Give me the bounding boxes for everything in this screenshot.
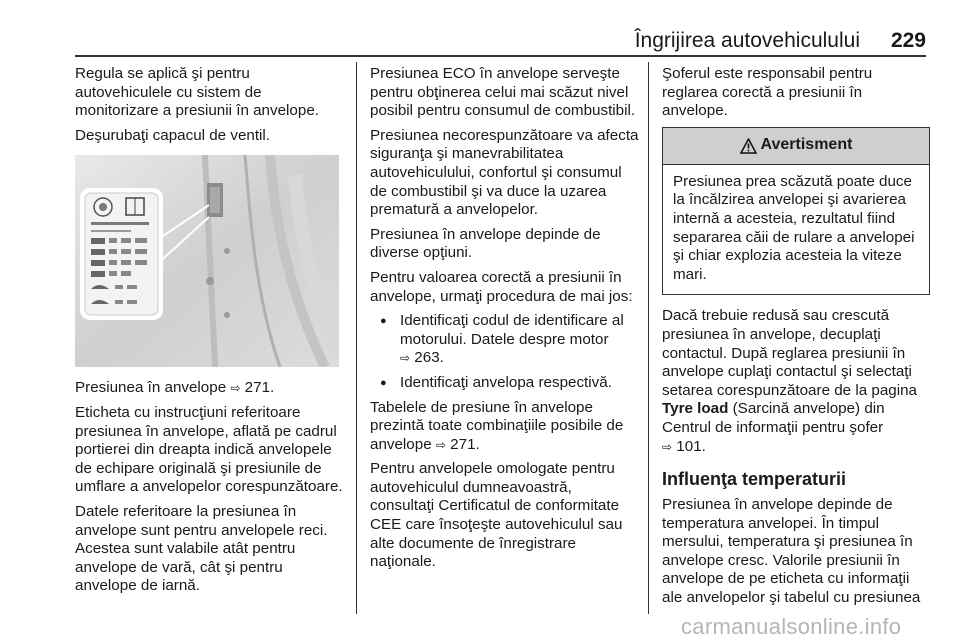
bullet-icon: ● (380, 315, 387, 328)
watermark: carmanualsonline.info (681, 614, 902, 639)
column-divider-1 (356, 62, 357, 614)
page-reference[interactable]: 271. (450, 435, 480, 453)
paragraph-text: Dacă trebuie redusă sau crescută presiunea în anvelope, decuplaţi contactul. După reglarea presiunii în anvelope cuplaţi contactul şi selectaţi setarea corespunzătoare de la pagina (662, 307, 917, 399)
column-3 (662, 65, 930, 614)
paragraph-text: Presiunea în anvelope (75, 379, 231, 397)
paragraph-text: (Sarcină anvelope) din Centrul de informaţii pentru şofer (662, 400, 885, 436)
paragraph: Deşurubaţi capacul de ventil. (75, 126, 271, 144)
paragraph (370, 399, 640, 455)
list-item-text: Identificaţi anvelopa respectivă. (400, 373, 612, 391)
header-rule (75, 55, 926, 57)
paragraph-text: Tabelele de presiune în anvelope prezintă toate combinaţiile posibile de anvelope (370, 398, 624, 453)
warning-triangle-icon (740, 138, 757, 154)
list-item (370, 374, 640, 393)
warning-body: Presiunea prea scăzută poate duce la încălzirea anvelopei şi avarierea internă a acesteia, rezultatul fiind separarea căii de rulare a anvelopei şi chiar explozia acesteia la viteze mari. (673, 172, 915, 283)
paragraph: Presiunea necorespunzătoare va afecta siguranţa şi manevrabilitatea autovehiculului, confortul şi consumul de combustibil şi va duce la uzarea prematură a anvelopelor. (370, 126, 639, 219)
paragraph: Presiunea în anvelope depinde de temperatura anvelopei. În timpul mersului, temperatura şi presiunea în anvelope cresc. Valorile presiunii în anvelope de pe eticheta cu informaţii ale anvelopelor şi tabelul cu presiunea (662, 496, 921, 607)
section-heading: Influenţa temperaturii (662, 469, 847, 490)
page-reference[interactable]: 263. (414, 349, 444, 367)
paragraph (662, 307, 930, 456)
list-item (370, 312, 640, 368)
list-item-text: Identificaţi codul de identificare al motorului. Datele despre motor (400, 312, 624, 348)
warning-title: Avertisment (760, 136, 853, 154)
page-number: 229 (890, 29, 926, 52)
paragraph: Presiunea în anvelope depinde de diverse opţiuni. (370, 225, 601, 262)
column-divider-2 (648, 62, 649, 614)
menu-page-name: Tyre load (662, 400, 729, 418)
bullet-icon: ● (380, 376, 387, 389)
paragraph: Regula se aplică şi pentru autovehiculele cu sistem de monitorizare a presiunii în anvelope. (75, 65, 319, 120)
warning-header (663, 128, 929, 165)
paragraph (75, 379, 347, 398)
paragraph: Datele referitoare la presiunea în anvelope sunt pentru anvelopele reci. Acestea sunt valabile atât pentru anvelope de vară, cât şi pentru anvelope de iarnă. (75, 502, 328, 595)
page-reference-arrow-icon: ⇨ (435, 437, 446, 452)
page-header-title: Îngrijirea autovehiculului (634, 29, 860, 52)
page-reference-arrow-icon: ⇨ (400, 351, 411, 366)
warning-box (662, 127, 930, 296)
paragraph: Eticheta cu instrucţiuni referitoare presiunea în anvelope, aflată pe cadrul portierei din dreapta indică anvelopele de echipare originală şi presiunile de umflare a anvelopelor corespunzătoare. (75, 403, 343, 496)
page-reference-arrow-icon: ⇨ (662, 439, 673, 454)
paragraph: Pentru valoarea corectă a presiunii în anvelope, urmaţi procedura de mai jos: (370, 268, 633, 305)
paragraph: Presiunea ECO în anvelope serveşte pentru obţinerea celui mai scăzut nivel posibil pentru consumul de combustibil. (370, 65, 636, 120)
page-reference[interactable]: 271. (244, 379, 275, 397)
page-reference[interactable]: 101. (676, 437, 706, 455)
tyre-pressure-label-photo (75, 155, 339, 367)
page-reference-arrow-icon: ⇨ (230, 381, 241, 396)
column-1 (75, 65, 347, 602)
column-2 (370, 65, 640, 578)
paragraph: Pentru anvelopele omologate pentru autovehiculul dumneavoastră, consultaţi Certificatul de conformitate CEE care însoţeşte autovehiculul sau alte documente de înregistrare naţionale. (370, 460, 623, 571)
paragraph: Şoferul este responsabil pentru reglarea corectă a presiunii în anvelope. (662, 65, 873, 120)
